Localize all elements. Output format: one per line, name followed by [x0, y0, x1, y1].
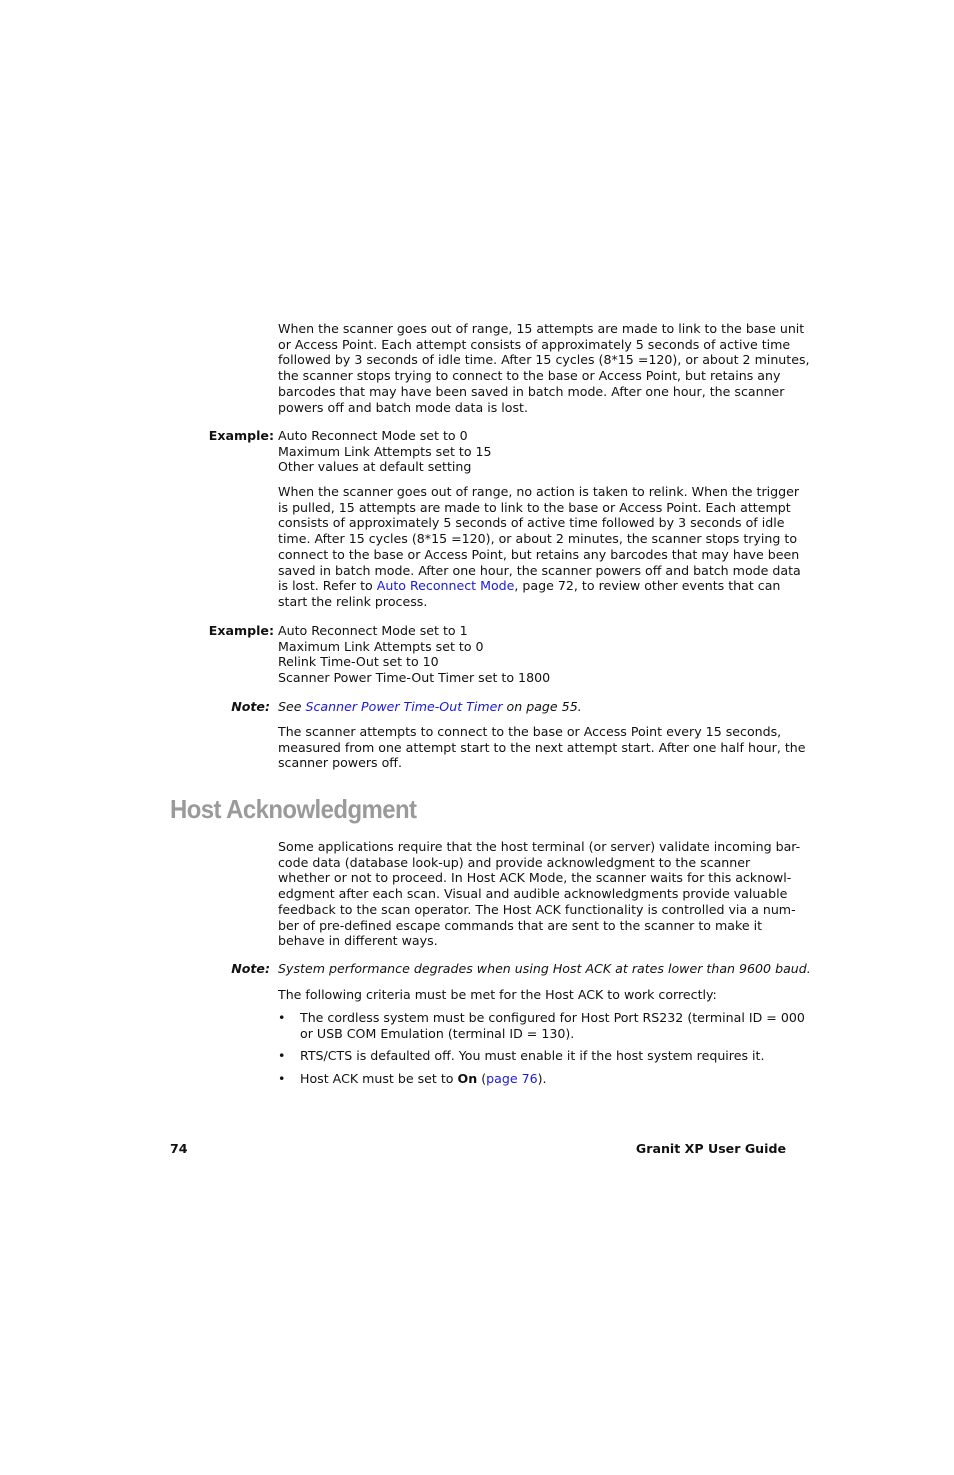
- text-line: When the scanner goes out of range, 15 attempts are made to link to the base unit: [278, 321, 805, 336]
- example-2-description: [278, 724, 806, 771]
- text-line: Some applications require that the host terminal (or server) validate incoming bar-: [278, 839, 801, 854]
- text-line: the scanner stops trying to connect to the base or Access Point, but retains any: [278, 368, 781, 384]
- bold-value: On: [457, 1071, 478, 1086]
- setting-line: Relink Time-Out set to 10: [278, 654, 439, 670]
- setting-line: Auto Reconnect Mode set to 0: [278, 428, 468, 443]
- note-1: [278, 699, 798, 715]
- text-line: or Access Point. Each attempt consists of approximately 5 seconds of active time: [278, 336, 791, 352]
- text-span: is lost. Refer to: [278, 578, 377, 594]
- criteria-intro: [278, 987, 798, 1003]
- bullet-marker: •: [278, 1048, 286, 1063]
- text-line: barcodes that may have been saved in batch mode. After one hour, the scanner: [278, 383, 785, 399]
- text-line: time. After 15 cycles (8*15 =120), or about 2 minutes, the scanner stops trying to: [278, 531, 798, 547]
- bullet-marker: •: [278, 1010, 286, 1025]
- host-ack-paragraph: [278, 839, 801, 949]
- setting-line: Auto Reconnect Mode set to 1: [278, 623, 468, 638]
- list-item-text: [300, 1071, 547, 1087]
- text-line: When the scanner goes out of range, no action is taken to relink. When the trigger: [278, 484, 800, 499]
- example-label: Example:: [208, 623, 274, 638]
- text-line: consists of approximately 5 seconds of active time followed by 3 seconds of idle: [278, 515, 785, 531]
- text-line: followed by 3 seconds of idle time. After 15 cycles (8*15 =120), or about 2 minutes,: [278, 352, 810, 368]
- text-line: The following criteria must be met for the Host ACK to work correctly:: [278, 987, 717, 1002]
- example-settings-1: [278, 428, 798, 475]
- text-line: ber of pre-defined escape commands that are sent to the scanner to make it: [278, 917, 763, 933]
- text-line: The scanner attempts to connect to the base or Access Point every 15 seconds,: [278, 724, 782, 739]
- text-line: The cordless system must be configured for Host Port RS232 (terminal ID = 000: [300, 1010, 805, 1025]
- example-settings-2: [278, 623, 798, 686]
- text-line: saved in batch mode. After one hour, the scanner powers off and batch mode data: [278, 562, 801, 578]
- scanner-power-timeout-link[interactable]: Scanner Power Time-Out Timer: [305, 699, 503, 714]
- footer-title: Granit XP User Guide: [635, 1141, 786, 1156]
- example-1-description: [278, 484, 801, 610]
- note-label: Note:: [231, 961, 270, 976]
- note-2: [278, 961, 811, 977]
- text-line: measured from one attempt start to the next attempt start. After one half hour, the: [278, 739, 806, 755]
- setting-line: Other values at default setting: [278, 459, 472, 475]
- text-span: Host ACK must be set to: [300, 1071, 458, 1086]
- text-line: whether or not to proceed. In Host ACK Mode, the scanner waits for this acknowl-: [278, 870, 792, 886]
- auto-reconnect-mode-link[interactable]: Auto Reconnect Mode: [376, 578, 515, 594]
- text-span: on page 55.: [502, 699, 582, 714]
- note-label: Note:: [231, 699, 270, 714]
- text-span: , page 72, to review other events that can: [514, 578, 781, 594]
- text-line: start the relink process.: [278, 593, 428, 609]
- text-line: code data (database look-up) and provide acknowledgment to the scanner: [278, 854, 751, 870]
- setting-line: Maximum Link Attempts set to 15: [278, 443, 492, 459]
- text-span: ).: [537, 1071, 547, 1086]
- text-line: connect to the base or Access Point, but retains any barcodes that may have been: [278, 546, 800, 562]
- setting-line: Maximum Link Attempts set to 0: [278, 638, 484, 654]
- section-heading: Host Acknowledgment: [170, 794, 417, 824]
- note-text: [278, 699, 798, 715]
- text-line: feedback to the scan operator. The Host ACK functionality is controlled via a num-: [278, 901, 796, 917]
- text-line: edgment after each scan. Visual and audible acknowledgments provide valuable: [278, 886, 788, 902]
- text-span: See: [278, 699, 306, 714]
- setting-line: Scanner Power Time-Out Timer set to 1800: [278, 670, 551, 686]
- page-76-link[interactable]: page 76: [486, 1071, 538, 1086]
- list-item-text: RTS/CTS is defaulted off. You must enable it if the host system requires it.: [300, 1048, 765, 1063]
- bullet-marker: •: [278, 1071, 286, 1086]
- note-text: System performance degrades when using Host ACK at rates lower than 9600 baud.: [278, 961, 811, 976]
- text-line: [278, 578, 798, 594]
- text-span: (: [477, 1071, 487, 1086]
- intro-paragraph: [278, 321, 810, 415]
- text-line: behave in different ways.: [278, 933, 438, 949]
- text-line: scanner powers off.: [278, 755, 402, 771]
- text-line: is pulled, 15 attempts are made to link to the base or Access Point. Each attempt: [278, 499, 791, 515]
- text-line: or USB COM Emulation (terminal ID = 130).: [300, 1025, 575, 1041]
- page-number: 74: [170, 1141, 188, 1156]
- example-label: Example:: [208, 428, 274, 443]
- list-item-text: [300, 1010, 805, 1041]
- text-line: powers off and batch mode data is lost.: [278, 399, 528, 415]
